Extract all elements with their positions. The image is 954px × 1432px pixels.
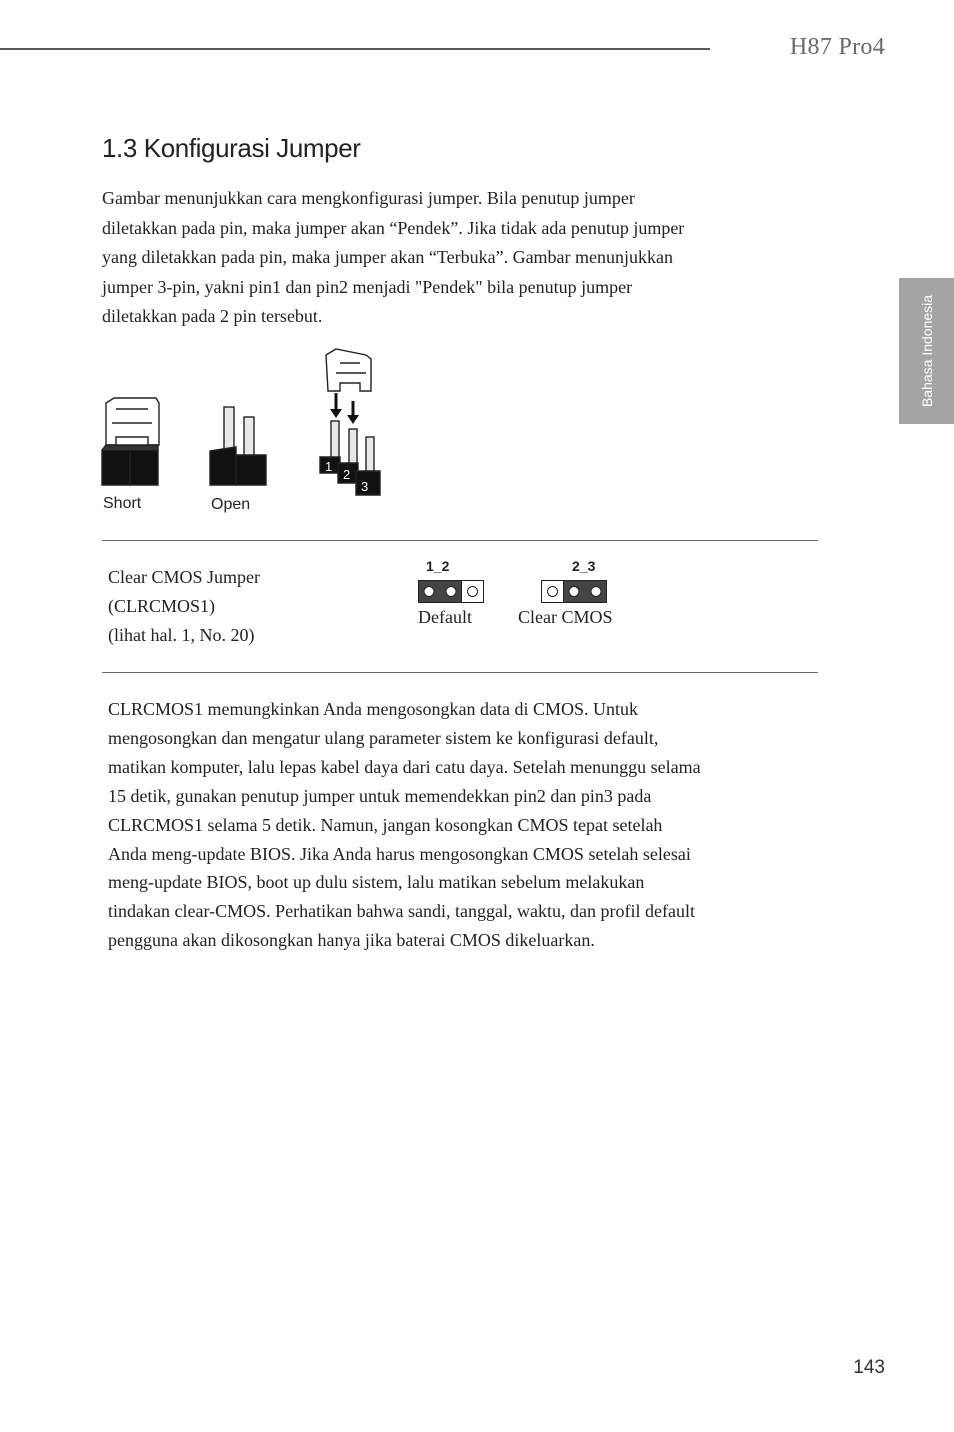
clear-pins-label: 2_3 <box>572 558 596 574</box>
short-label: Short <box>103 495 142 512</box>
default-caption: Default <box>418 607 472 627</box>
jumper-name-line: Clear CMOS Jumper <box>108 567 260 587</box>
language-side-tab <box>899 278 954 424</box>
clear-cmos-caption: Clear CMOS <box>518 607 613 627</box>
pin-number-2: 2 <box>343 467 351 482</box>
clrcmos-description: CLRCMOS1 memungkinkan Anda mengosongkan data di CMOS. Untuk mengosongkan dan mengatur ulang parameter sistem ke konfigurasi default, matikan komputer, lalu lepas kabel daya dari catu daya. Setelah menunggu selama 15 detik, gunakan penutup jumper untuk memendekkan pin2 dan pin3 pada CLRCMOS1 selama 5 detik. Namun, jangan kosongkan CMOS tepat setelah Anda meng-update BIOS. Jika Anda harus mengosongkan CMOS setelah selesai meng-update BIOS, boot up dulu sistem, lalu matikan sebelum melakukan tindakan clear-CMOS. Perhatikan bahwa sandi, tanggal, waktu, dan profil default pengguna akan dikosongkan hanya jika baterai CMOS dikeluarkan. <box>108 699 701 951</box>
open-label: Open <box>211 496 251 513</box>
open-jumper-figure <box>210 407 266 485</box>
jumper-id-line: (CLRCMOS1) <box>108 596 216 616</box>
jumper-diagram <box>96 345 396 520</box>
table-bottom-rule <box>102 672 818 673</box>
table-top-rule <box>102 540 818 541</box>
pin-number-1: 1 <box>325 459 333 474</box>
clear-cmos-pin-diagram <box>541 580 607 603</box>
manual-title: H87 Pro4 <box>789 34 885 60</box>
pin-number-3: 3 <box>361 479 369 494</box>
short-jumper-figure <box>102 398 159 485</box>
default-pins-label: 1_2 <box>426 558 450 574</box>
section-heading: 1.3 Konfigurasi Jumper <box>102 133 361 163</box>
jumper-name <box>108 563 260 650</box>
header-rule <box>0 48 710 50</box>
jumper-reference-line: (lihat hal. 1, No. 20) <box>108 625 255 645</box>
intro-paragraph: Gambar menunjukkan cara mengkonfigurasi jumper. Bila penutup jumper diletakkan pada pin, maka jumper akan “Pendek”. Jika tidak ada penutup jumper yang diletakkan pada pin, maka jumper akan “Terbuka”. Gambar menunjukkan jumper 3-pin, yakni pin1 dan pin2 menjadi "Pendek" bila penutup jumper diletakkan pada 2 pin tersebut. <box>102 188 685 326</box>
jumper-illustrations <box>96 345 396 520</box>
default-pin-diagram <box>418 580 484 603</box>
language-tab-label: Bahasa Indonesia <box>918 294 935 408</box>
page-number: 143 <box>853 1357 885 1378</box>
three-pin-jumper-figure <box>320 349 380 495</box>
